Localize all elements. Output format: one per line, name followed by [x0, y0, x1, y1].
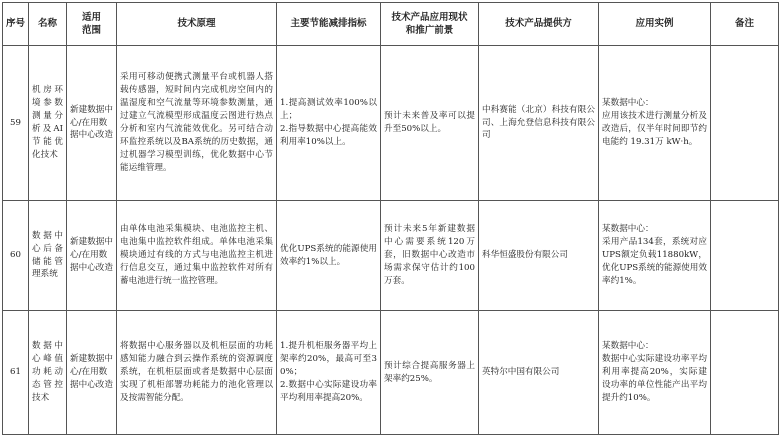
- header-principle: 技术原理: [117, 3, 277, 46]
- technology-provider: 英特尔中国有限公司: [479, 311, 599, 435]
- technical-principle: 由单体电池采集模块、电池监控主机、电池集中监控软件组成。单体电池采集模块通过有线的方式与电池监控主机进行信息交互，通过集中监控软件对所有蓄电池进行统一监控管理。: [117, 201, 277, 311]
- application-case: 某数据中心： 采用产品134套，系统对应UPS额定负载11880kW，优化UPS系统的能源使用效率约1%。: [599, 201, 711, 311]
- table-row: [3, 201, 779, 311]
- remark: [711, 46, 779, 201]
- application-case: 某数据中心： 数据中心实际建设功率平均利用率提高20%，实际建设功率的单位性能产出平均提升约10%。: [599, 311, 711, 435]
- header-provider: 技术产品提供方: [479, 3, 599, 46]
- technology-name: 数据中心峰值功耗动态管控技术: [29, 311, 67, 435]
- technology-provider: 科华恒盛股份有限公司: [479, 201, 599, 311]
- table-row: [3, 311, 779, 435]
- row-number: 60: [3, 201, 29, 311]
- remark: [711, 201, 779, 311]
- row-number: 61: [3, 311, 29, 435]
- energy-saving-indicators: 1.提高测试效率100%以上； 2.指导数据中心提高能效利用率10%以上。: [277, 46, 381, 201]
- energy-saving-indicators: 1.提升机柜服务器平均上架率约20%，最高可至30%； 2.数据中心实际建设功率平均利用率提高20%。: [277, 311, 381, 435]
- technology-name: 机房环境参数测量分析及AI节能优化技术: [29, 46, 67, 201]
- technology-catalog-table: [2, 2, 779, 435]
- application-status: 预计未来普及率可以提升至50%以上。: [381, 46, 479, 201]
- header-no: 序号: [3, 3, 29, 46]
- applicable-scope: 新建数据中心/在用数据中心改造: [67, 46, 117, 201]
- energy-saving-indicators: 优化UPS系统的能源使用效率约1%以上。: [277, 201, 381, 311]
- technology-name: 数据中心后备储能管理系统: [29, 201, 67, 311]
- header-indicators: 主要节能减排指标: [277, 3, 381, 46]
- application-status: 预计未来5年新建数据中心需要系统120万套，旧数据中心改造市场需求保守估计约100万套。: [381, 201, 479, 311]
- technical-principle: 采用可移动便携式测量平台或机器人搭载传感器，短时间内完成机房空间内的温湿度和空气流量等环境参数测量，通过建立气流模型形成温度云图进行热点分析和室内气流能效优化。另可结合动环监控系统以及BA系统的历史数据，通过机器学习模型训练，优化数据中心节能运维管理。: [117, 46, 277, 201]
- applicable-scope: 新建数据中心/在用数据中心改造: [67, 201, 117, 311]
- header-scope: 适用 范围: [67, 3, 117, 46]
- application-status: 预计综合提高服务器上架率约25%。: [381, 311, 479, 435]
- table-row: [3, 46, 779, 201]
- header-status: 技术产品应用现状 和推广前景: [381, 3, 479, 46]
- row-number: 59: [3, 46, 29, 201]
- header-name: 名称: [29, 3, 67, 46]
- application-case: 某数据中心： 应用该技术进行测量分析及改造后，仅半年时间即节约电能约 19.31万 kW·h。: [599, 46, 711, 201]
- technical-principle: 将数据中心服务器以及机柜层面的功耗感知能力融合到云操作系统的资源调度系统，在机柜层面或者是数据中心层面实现了机柜部署功耗能力的池化管理以及按需智能分配。: [117, 311, 277, 435]
- table-header-row: [3, 3, 779, 46]
- header-remark: 备注: [711, 3, 779, 46]
- remark: [711, 311, 779, 435]
- applicable-scope: 新建数据中心/在用数据中心改造: [67, 311, 117, 435]
- technology-provider: 中科赛能（北京）科技有限公司、上海允登信息科技有限公司: [479, 46, 599, 201]
- header-case: 应用实例: [599, 3, 711, 46]
